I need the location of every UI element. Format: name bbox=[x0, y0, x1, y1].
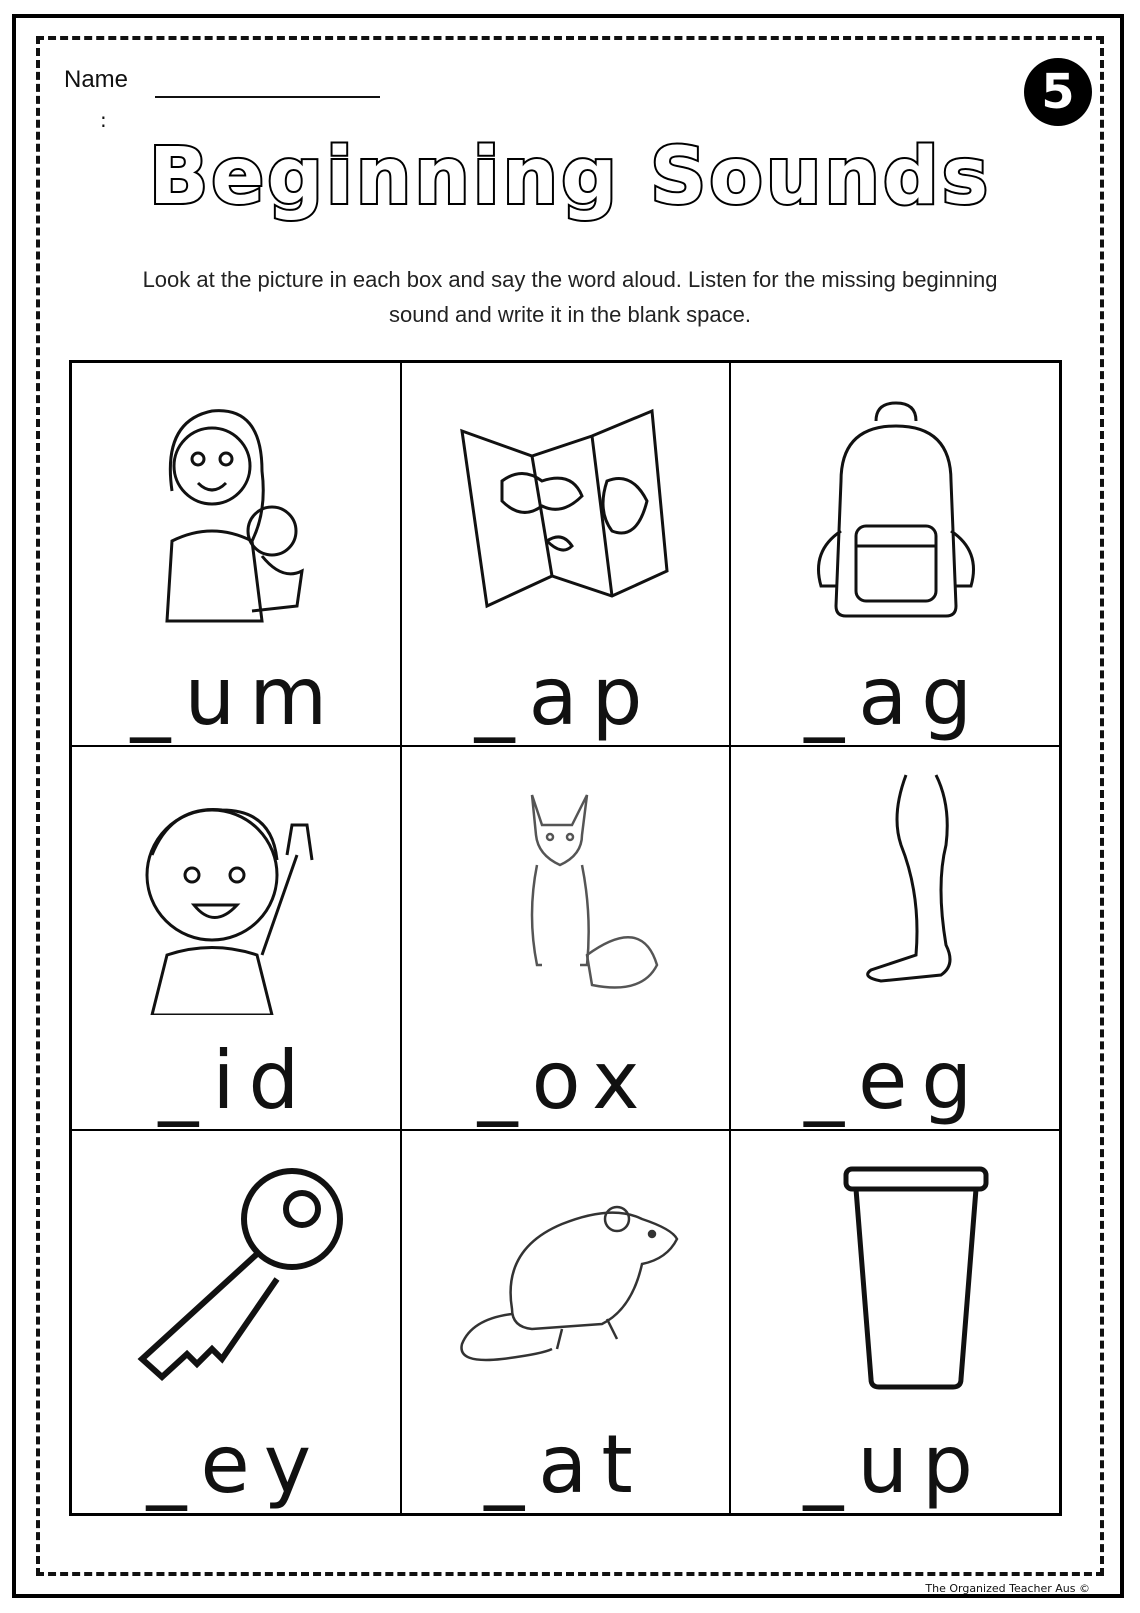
word-label[interactable]: _id bbox=[158, 1034, 314, 1127]
word-label[interactable]: _at bbox=[484, 1418, 647, 1511]
word-label[interactable]: _ap bbox=[474, 650, 657, 743]
kid-icon bbox=[112, 765, 362, 1015]
rat-icon bbox=[442, 1149, 692, 1399]
word-label[interactable]: _eg bbox=[804, 1034, 987, 1127]
word-label[interactable]: _ag bbox=[804, 650, 987, 743]
bag-icon bbox=[771, 381, 1021, 631]
grid-cell bbox=[401, 362, 731, 746]
key-icon bbox=[112, 1149, 362, 1399]
grid-cell bbox=[71, 362, 401, 746]
page-title: Beginning Sounds bbox=[148, 132, 992, 222]
grid-cell bbox=[401, 1130, 731, 1514]
map-icon bbox=[442, 381, 692, 631]
word-label[interactable]: _ey bbox=[146, 1418, 326, 1511]
name-label: Name bbox=[64, 66, 129, 93]
grid-cell bbox=[730, 746, 1060, 1130]
credit-text: The Organized Teacher Aus © bbox=[925, 1582, 1090, 1595]
word-label[interactable]: _ox bbox=[477, 1034, 654, 1127]
grid-cell bbox=[730, 362, 1060, 746]
name-colon: : bbox=[100, 108, 107, 132]
leg-icon bbox=[771, 765, 1021, 1015]
mom-icon bbox=[112, 381, 362, 631]
grid-cell bbox=[71, 1130, 401, 1514]
grid-cell bbox=[71, 746, 401, 1130]
instructions: Look at the picture in each box and say the word aloud. Listen for the missing beginning sound and write it in the blank space. bbox=[142, 267, 998, 328]
word-label[interactable]: _up bbox=[803, 1418, 987, 1511]
cup-icon bbox=[771, 1149, 1021, 1399]
grid-cell bbox=[401, 746, 731, 1130]
word-label[interactable]: _um bbox=[130, 650, 342, 743]
word-grid bbox=[69, 360, 1062, 1516]
fox-icon bbox=[442, 765, 692, 1015]
grid-cell bbox=[730, 1130, 1060, 1514]
page-number-badge: 5 bbox=[1024, 58, 1092, 126]
name-line[interactable] bbox=[155, 96, 380, 98]
